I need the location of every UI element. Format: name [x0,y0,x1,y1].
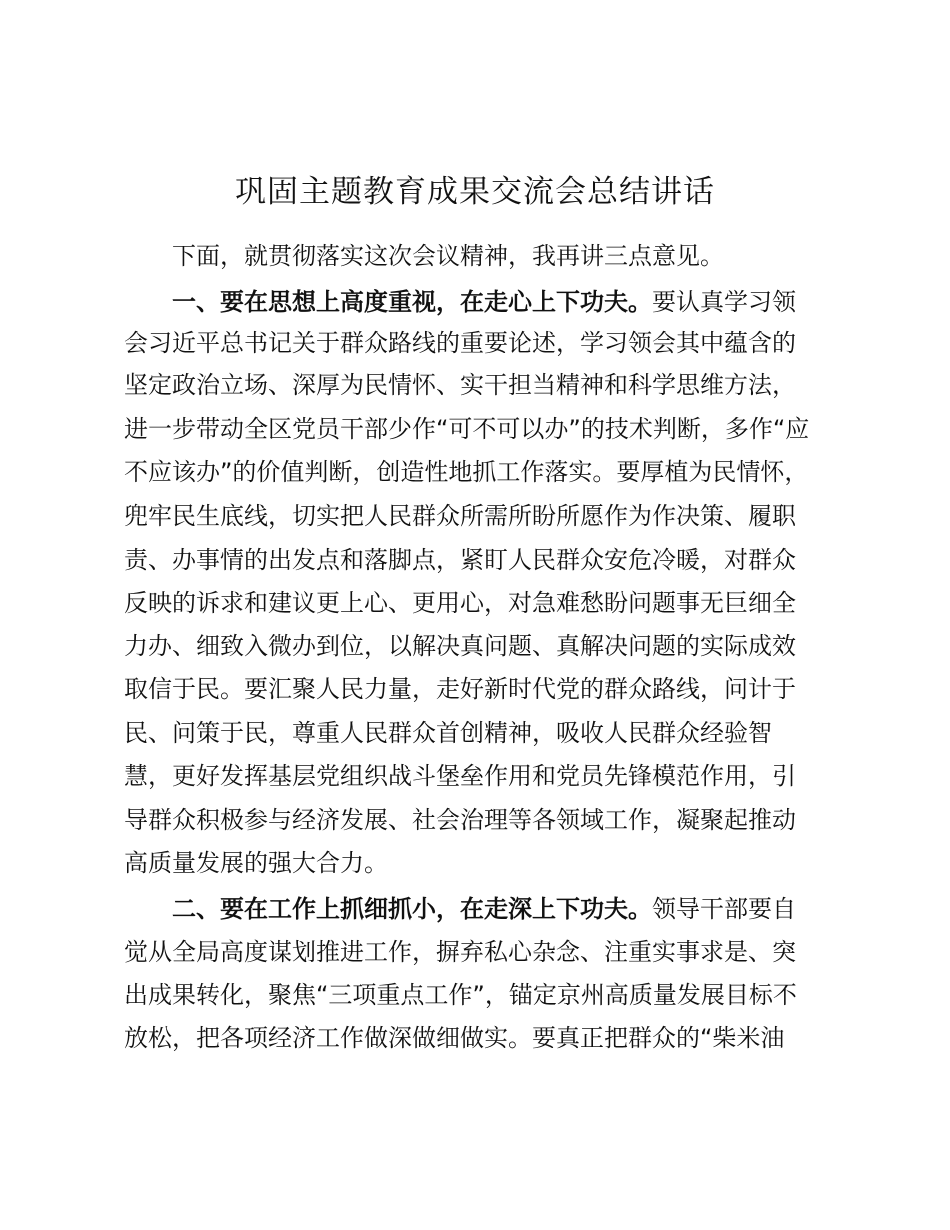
section1-heading: 一、要在思想上高度重视，在走心上下功夫。 [172,288,652,316]
intro-paragraph: 下面，就贯彻落实这次会议精神，我再讲三点意见。 [172,242,724,270]
section1-line: 会习近平总书记关于群众路线的重要论述，学习领会其中蕴含的 [124,329,796,357]
section1-line: 民、问策于民，尊重人民群众首创精神，吸收人民群众经验智 [124,719,772,747]
section1-first-line [172,286,844,318]
section1-line: 导群众积极参与经济发展、社会治理等各领域工作，凝聚起推动 [124,806,796,834]
section1-line: 慧，更好发挥基层党组织战斗堡垒作用和党员先锋模范作用，引 [124,762,796,790]
section1-line: 高质量发展的强大合力。 [124,849,388,877]
section2-first-line-rest: 领导干部要自 [652,895,796,923]
section1-first-line-rest: 要认真学习领 [652,288,796,316]
section1-line: 责、办事情的出发点和落脚点，紧盯人民群众安危冷暖，对群众 [124,546,796,574]
section2-line: 放松，把各项经济工作做深做细做实。要真正把群众的“柴米油 [124,1024,785,1052]
section1-line: 取信于民。要汇聚人民力量，走好新时代党的群众路线，问计于 [124,675,796,703]
section2-heading: 二、要在工作上抓细抓小，在走深上下功夫。 [172,895,652,923]
section2-line: 觉从全局高度谋划推进工作，摒弃私心杂念、注重实事求是、突 [124,938,796,966]
section2-first-line [172,893,844,925]
section1-line: 兜牢民生底线，切实把人民群众所需所盼所愿作为作决策、履职 [124,502,796,530]
section1-line: 反映的诉求和建议更上心、更用心，对急难愁盼问题事无巨细全 [124,589,796,617]
section1-line: 力办、细致入微办到位，以解决真问题、真解决问题的实际成效 [124,632,796,660]
section2-line: 出成果转化，聚焦“三项重点工作”，锚定京州高质量发展目标不 [124,981,797,1009]
document-title: 巩固主题教育成果交流会总结讲话 [235,174,715,210]
section1-line: 进一步带动全区党员干部少作“可不可以办”的技术判断，多作“应 [124,415,810,443]
section1-line: 不应该办”的价值判断，创造性地抓工作落实。要厚植为民情怀， [124,458,809,486]
section1-line: 坚定政治立场、深厚为民情怀、实干担当精神和科学思维方法， [124,371,796,399]
